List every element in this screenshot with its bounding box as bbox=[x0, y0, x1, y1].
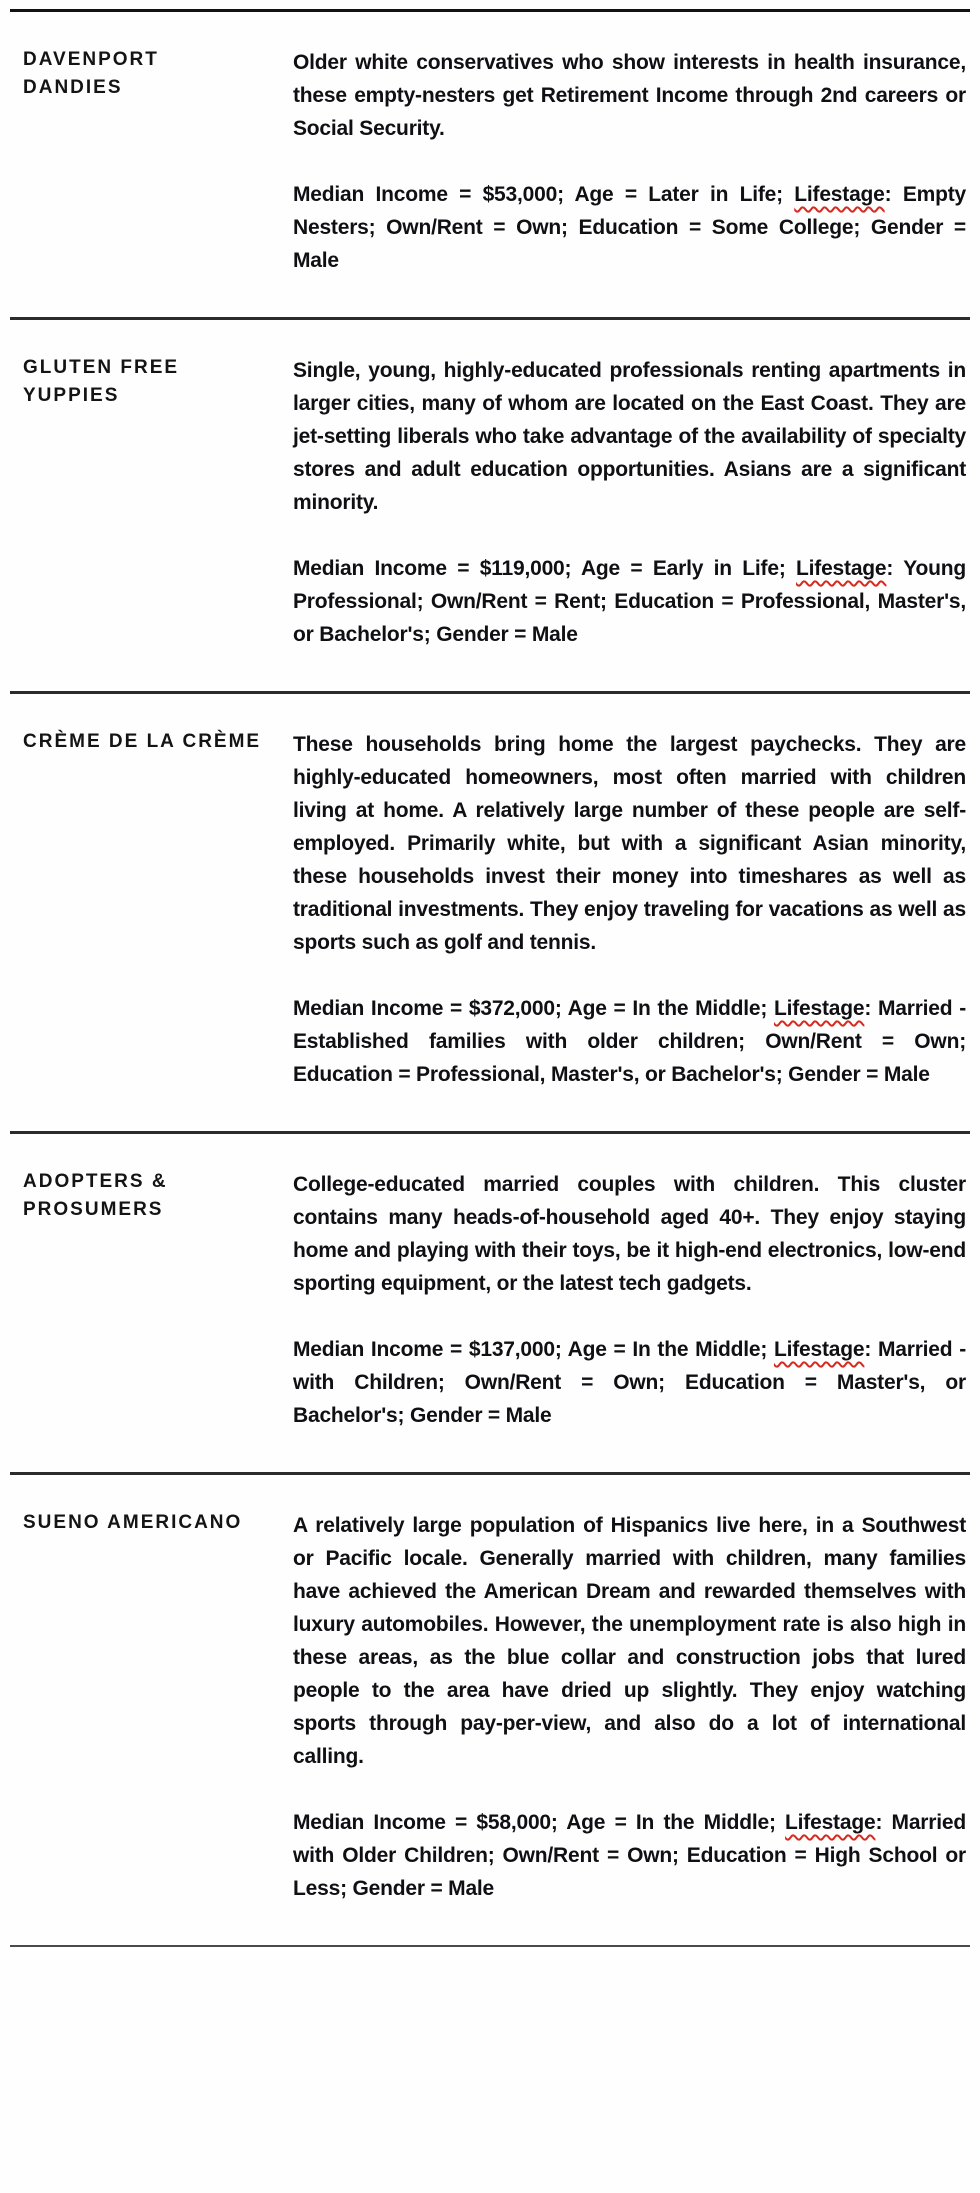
segment-row-sueno-americano bbox=[10, 1475, 970, 1945]
segment-name-line: GLUTEN FREE bbox=[23, 357, 180, 378]
segment-name-line: DANDIES bbox=[23, 77, 123, 98]
segment-stats bbox=[293, 992, 966, 1091]
segment-row-gluten-free-yuppies bbox=[10, 320, 970, 691]
segment-name-line: YUPPIES bbox=[23, 385, 120, 406]
segment-description: Older white conservatives who show interests in health insurance, these empty-nesters get Retirement Income through 2nd careers or Social Security. bbox=[293, 51, 966, 140]
lifestage-misspelling: Lifestage bbox=[773, 997, 865, 1020]
segment-description: A relatively large population of Hispanics live here, in a Southwest or Pacific locale. Generally married with children, many families have achieved the American Dream and rewarded themselves with luxury automobiles. However, the unemployment rate is also high in these areas, as the blue collar and construction jobs that lured people to the area have dried up slightly. They enjoy watching sports through pay-per-view, and also do a lot of international calling. bbox=[293, 1514, 966, 1768]
segment-body bbox=[293, 1168, 970, 1432]
stats-text: : Married - Established families with older children; Own/Rent = Own; Education = Professional, Master's, or Bachelor's; Gender = Male bbox=[293, 997, 966, 1086]
stats-text: Median Income = $137,000; Age = In the Middle; bbox=[293, 1338, 774, 1361]
segment-name bbox=[10, 1168, 293, 1432]
segment-name bbox=[10, 728, 293, 1091]
stats-text: : Married - with Children; Own/Rent = Own; Education = Master's, or Bachelor's; Gender = Male bbox=[293, 1338, 966, 1427]
segment-name-line: ADOPTERS & bbox=[23, 1171, 168, 1192]
segment-name-line: DAVENPORT bbox=[23, 49, 159, 70]
segment-body bbox=[293, 354, 970, 651]
segment-name-line: CRÈME DE LA CRÈME bbox=[23, 731, 262, 752]
segment-name bbox=[10, 354, 293, 651]
segment-name-line: PROSUMERS bbox=[23, 1199, 164, 1220]
stats-text: : Married with Older Children; Own/Rent = Own; Education = High School or Less; Gender = Male bbox=[293, 1811, 966, 1900]
segment-row-creme-de-la-creme bbox=[10, 694, 970, 1131]
segment-row-davenport-dandies bbox=[10, 12, 970, 317]
segment-row-adopters-prosumers bbox=[10, 1134, 970, 1472]
segment-description: Single, young, highly-educated professionals renting apartments in larger cities, many of whom are located on the East Coast. They are jet-setting liberals who take advantage of the availability of specialty stores and adult education opportunities. Asians are a significant minority. bbox=[293, 359, 966, 514]
segment-description: These households bring home the largest paychecks. They are highly-educated homeowners, most often married with children living at home. A relatively large number of these people are self-employed. Primarily white, but with a significant Asian minority, these households invest their money into timeshares as well as traditional investments. They enjoy traveling for vacations as well as sports such as golf and tennis. bbox=[293, 733, 966, 954]
lifestage-misspelling: Lifestage bbox=[794, 183, 885, 206]
lifestage-misspelling: Lifestage bbox=[773, 1338, 865, 1361]
stats-text: Median Income = $372,000; Age = In the Middle; bbox=[293, 997, 774, 1020]
stats-text: : Young Professional; Own/Rent = Rent; Education = Professional, Master's, or Bachelor's; Gender = Male bbox=[293, 557, 966, 646]
segment-name-line: SUENO AMERICANO bbox=[23, 1512, 243, 1533]
lifestage-misspelling: Lifestage bbox=[796, 557, 887, 580]
segment-body bbox=[293, 1509, 970, 1905]
segment-stats bbox=[293, 1333, 966, 1432]
segment-stats bbox=[293, 1806, 966, 1905]
stats-text: Median Income = $53,000; Age = Later in Life; bbox=[293, 183, 795, 206]
page-bottom-margin bbox=[10, 1947, 970, 1958]
segment-body bbox=[293, 46, 970, 277]
lifestage-misspelling: Lifestage bbox=[785, 1811, 876, 1834]
stats-text: Median Income = $119,000; Age = Early in Life; bbox=[293, 557, 797, 580]
segment-description: College-educated married couples with children. This cluster contains many heads-of-household aged 40+. They enjoy staying home and playing with their toys, be it high-end electronics, low-end sporting equipment, or the latest tech gadgets. bbox=[293, 1173, 966, 1295]
segment-name bbox=[10, 1509, 293, 1905]
segment-stats bbox=[293, 178, 966, 277]
segment-name bbox=[10, 46, 293, 277]
segment-body bbox=[293, 728, 970, 1091]
stats-text: : Empty Nesters; Own/Rent = Own; Education = Some College; Gender = Male bbox=[293, 183, 966, 272]
segment-stats bbox=[293, 552, 966, 651]
stats-text: Median Income = $58,000; Age = In the Middle; bbox=[293, 1811, 786, 1834]
